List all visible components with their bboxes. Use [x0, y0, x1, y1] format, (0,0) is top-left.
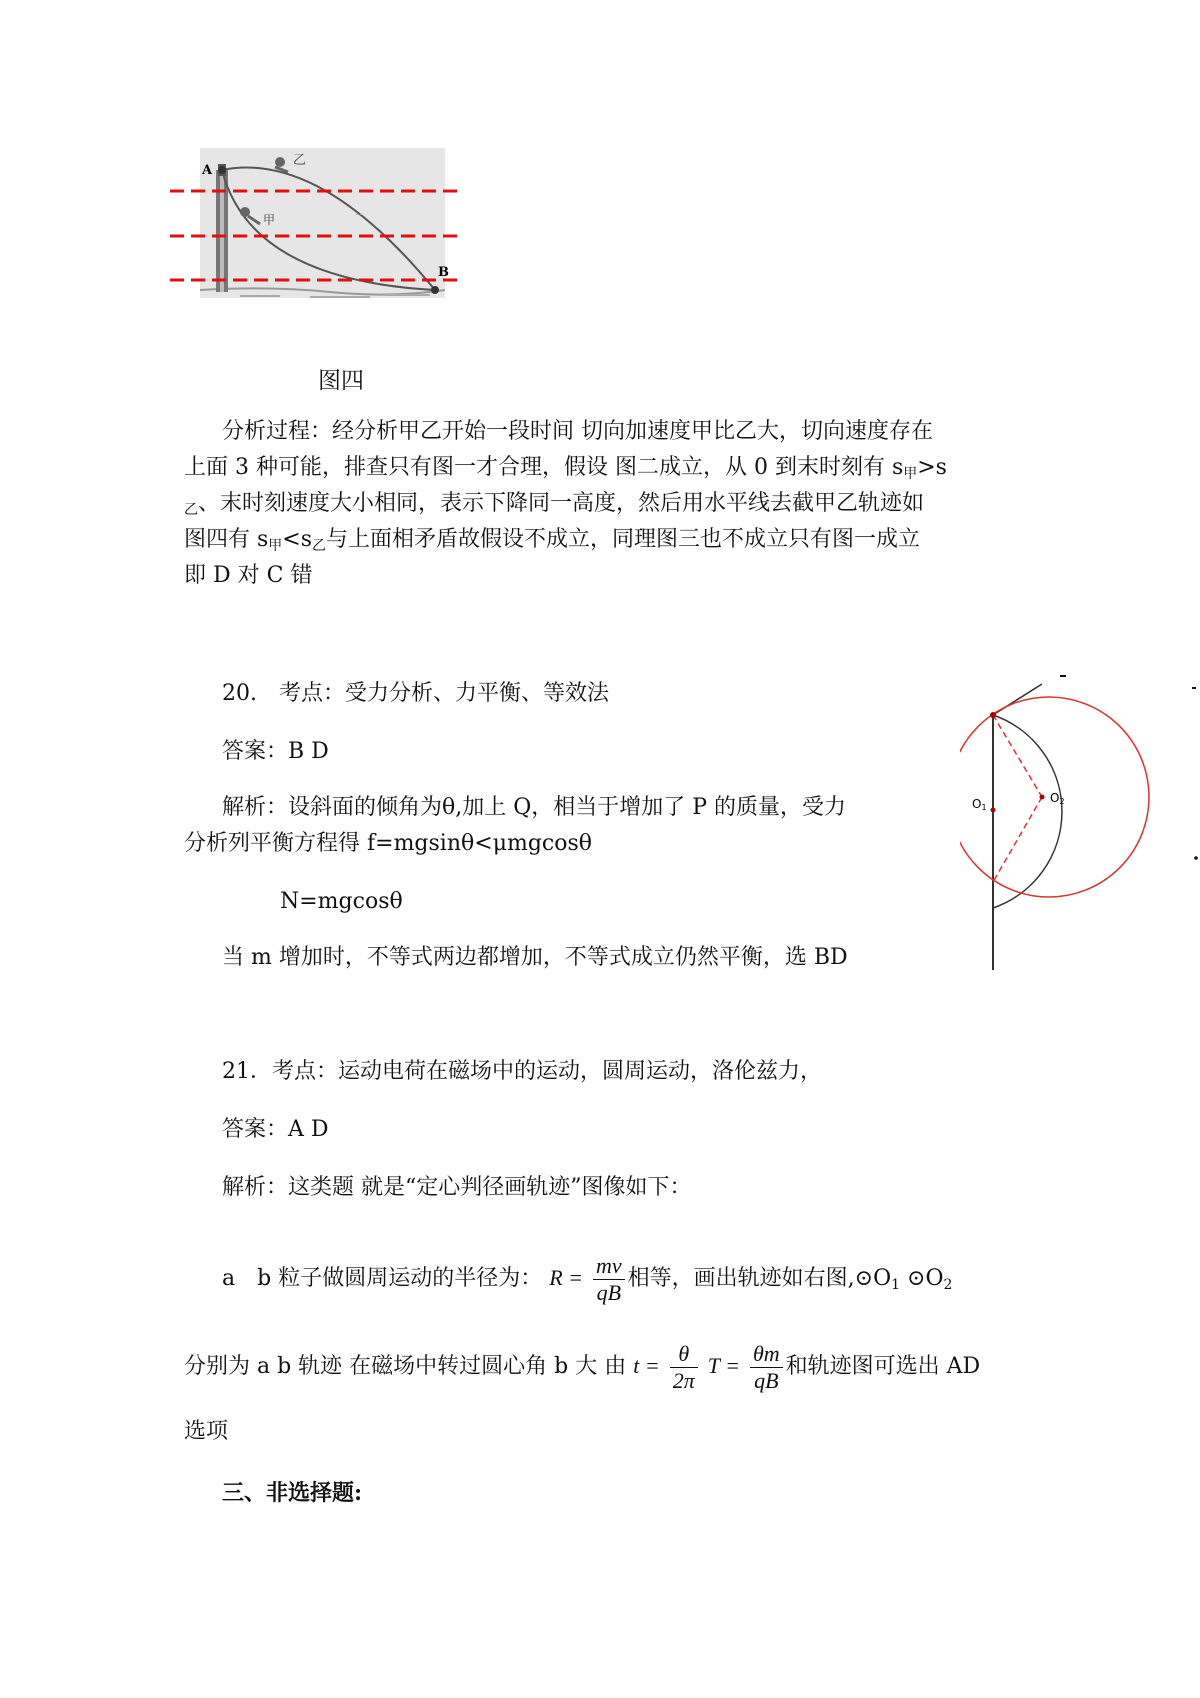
- q20-analysis-2: 分析列平衡方程得 f=mgsinθ<μmgcosθ: [184, 831, 593, 856]
- subscript-jia-2: 甲: [268, 538, 283, 554]
- radius-text-mid: ⊙O: [900, 1266, 944, 1291]
- analysis-line-4-mid: <s: [282, 527, 313, 552]
- subscript-yi-2: 乙: [312, 538, 327, 554]
- center-o2: [1040, 795, 1045, 800]
- radius-text-tail: 相等，画出轨迹如右图,⊙O: [627, 1266, 892, 1291]
- frac2-numerator: θm: [750, 1341, 783, 1368]
- frac2-denominator: qB: [754, 1367, 779, 1393]
- analysis-line-4-head: 图四有 s: [184, 527, 269, 552]
- q20-answer: 答案：B D: [222, 739, 329, 764]
- q20-equation: N=mgcosθ: [280, 889, 403, 914]
- o1-subscript: 1: [891, 1277, 901, 1293]
- analysis-line-1: 分析过程：经分析甲乙开始一段时间 切向加速度甲比乙大，切向速度存在: [222, 419, 933, 444]
- radius-fraction: [593, 1253, 625, 1306]
- label-o2: O2: [1050, 791, 1065, 806]
- radius-numerator: mv: [593, 1253, 625, 1280]
- analysis-line-3-text: 、末时刻速度大小相同，表示下降同一高度，然后用水平线去截甲乙轨迹如: [198, 491, 925, 516]
- radius-denominator: qB: [596, 1279, 622, 1305]
- q21-line-2: [184, 1336, 980, 1397]
- trajectory-figure-svg: [960, 660, 1200, 980]
- q21-radius-line: [222, 1248, 952, 1315]
- o2-subscript: 2: [943, 1277, 953, 1293]
- label-a: A: [202, 163, 213, 178]
- section-three-heading: 三、非选择题:: [222, 1480, 363, 1506]
- analysis-line-5: 即 D 对 C 错: [184, 563, 313, 588]
- label-yi: 乙: [293, 153, 307, 168]
- frac1-numerator: θ: [670, 1341, 698, 1368]
- subscript-jia: 甲: [903, 466, 918, 482]
- period-symbol: T =: [707, 1353, 740, 1378]
- entry-point: [990, 712, 996, 718]
- trajectory-b: [993, 715, 1062, 908]
- label-jia: 甲: [263, 213, 276, 227]
- subscript-yi: 乙: [184, 502, 198, 518]
- figure-four-caption: 图四: [318, 368, 364, 394]
- center-o1: [991, 808, 996, 813]
- photo-background: [200, 148, 445, 298]
- figure-four-svg: [170, 140, 460, 330]
- theta-m-over-qb: [750, 1341, 783, 1394]
- q21-answer: 答案：A D: [222, 1117, 329, 1142]
- q21-topic: 21．考点：运动电荷在磁场中的运动，圆周运动，洛伦兹力，: [222, 1059, 822, 1084]
- label-b: B: [438, 265, 449, 280]
- q21-line-3: 选项: [184, 1419, 229, 1444]
- line2-head: 分别为 a b 轨迹 在磁场中转过圆心角 b 大 由: [184, 1354, 627, 1379]
- q20-analysis-1: 解析：设斜面的倾角为θ,加上 Q，相当于增加了 P 的质量，受力: [222, 795, 847, 820]
- radius-text-head: a b 粒子做圆周运动的半径为：: [222, 1266, 543, 1291]
- q21-analysis-1: 解析：这类题 就是“定心判径画轨迹”图像如下：: [222, 1175, 692, 1200]
- svg-text:..: ..: [355, 204, 363, 218]
- trajectory-figure: [960, 660, 1200, 980]
- analysis-line-2-tail: >s: [917, 455, 947, 480]
- q20-conclusion: 当 m 增加时，不等式两边都增加，不等式成立仍然平衡，选 BD: [222, 945, 848, 970]
- analysis-line-2-text: 上面 3 种可能，排查只有图一才合理，假设 图二成立，从 0 到末时刻有 s: [184, 455, 904, 480]
- analysis-line-4-tail: 与上面相矛盾故假设不成立，同理图三也不成立只有图一成立: [326, 527, 921, 552]
- label-o1: O1: [972, 797, 987, 812]
- frac1-denominator: 2π: [672, 1367, 695, 1393]
- q20-topic: 20. 考点：受力分析、力平衡、等效法: [222, 681, 609, 706]
- figure-four: [170, 140, 460, 330]
- line2-tail: 和轨迹图可选出 AD: [785, 1354, 981, 1379]
- radius-symbol: R =: [549, 1265, 583, 1290]
- t-symbol: t =: [633, 1353, 660, 1378]
- theta-over-2pi: [670, 1341, 698, 1394]
